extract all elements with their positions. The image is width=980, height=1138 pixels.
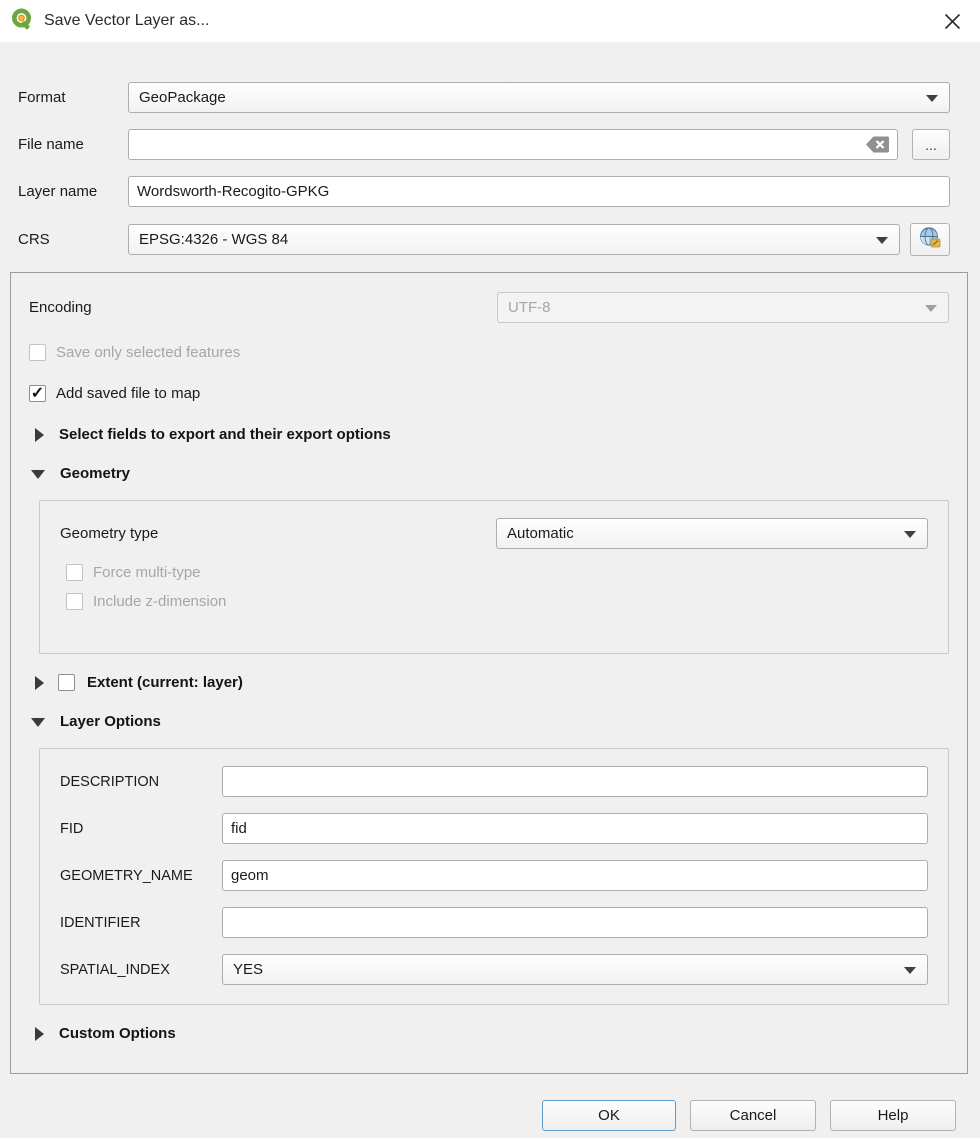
select-crs-button[interactable] (910, 223, 950, 256)
chevron-down-icon (31, 718, 45, 727)
chevron-down-icon (904, 531, 916, 538)
crs-select[interactable] (128, 224, 900, 255)
save-only-selected-row (29, 344, 949, 361)
clear-text-icon[interactable] (865, 135, 890, 158)
geometry-type-row (60, 518, 928, 549)
save-only-selected-label: Save only selected features (56, 344, 241, 361)
spatial-index-row (60, 954, 928, 985)
format-select[interactable] (128, 82, 950, 113)
format-label: Format (18, 89, 66, 106)
chevron-right-icon (35, 1027, 44, 1041)
format-row (18, 82, 950, 113)
fid-label: FID (60, 820, 84, 837)
layer-options-groupbox (39, 748, 949, 1005)
chevron-right-icon (35, 428, 44, 442)
globe-icon (918, 226, 942, 254)
add-saved-file-checkbox[interactable]: ✓ (30, 384, 45, 402)
options-panel (10, 272, 968, 1074)
chevron-down-icon (925, 305, 937, 312)
identifier-label: IDENTIFIER (60, 914, 141, 931)
encoding-value: UTF-8 (508, 299, 551, 316)
fid-input[interactable] (222, 813, 928, 844)
save-only-selected-checkbox (29, 344, 46, 361)
file-name-label: File name (18, 136, 84, 153)
browse-button[interactable]: ... (912, 129, 950, 160)
top-form (0, 42, 980, 256)
window-title: Save Vector Layer as... (44, 12, 210, 29)
include-z-checkbox (66, 593, 83, 610)
spatial-index-label: SPATIAL_INDEX (60, 961, 170, 978)
chevron-right-icon (35, 676, 44, 690)
titlebar (0, 0, 980, 42)
encoding-row (29, 292, 949, 323)
geometry-name-row (60, 860, 928, 891)
identifier-input[interactable] (222, 907, 928, 938)
geometry-name-input[interactable] (222, 860, 928, 891)
help-button[interactable]: Help (830, 1100, 956, 1131)
chevron-down-icon (31, 470, 45, 479)
crs-label: CRS (18, 231, 50, 248)
description-label: DESCRIPTION (60, 773, 160, 790)
add-saved-file-row (29, 385, 949, 402)
geometry-name-label: GEOMETRY_NAME (60, 867, 193, 884)
extent-section-label: Extent (current: layer) (87, 674, 243, 691)
spatial-index-value: YES (233, 961, 264, 978)
geometry-type-select[interactable] (496, 518, 928, 549)
format-value: GeoPackage (139, 89, 226, 106)
description-row (60, 766, 928, 797)
chevron-down-icon (904, 967, 916, 974)
geometry-type-value: Automatic (507, 525, 574, 542)
geometry-type-label: Geometry type (60, 525, 159, 542)
add-saved-file-label: Add saved file to map (56, 385, 201, 402)
chevron-down-icon (926, 95, 938, 102)
include-z-row (66, 593, 928, 610)
layer-name-input[interactable] (128, 176, 950, 207)
dialog-footer (528, 1100, 956, 1131)
select-fields-section-label: Select fields to export and their export options (59, 426, 391, 443)
description-input[interactable] (222, 766, 928, 797)
file-name-input[interactable] (128, 129, 898, 160)
custom-options-section-label: Custom Options (59, 1025, 176, 1042)
extent-checkbox[interactable] (58, 674, 75, 691)
layer-options-section-label: Layer Options (60, 713, 161, 730)
layer-name-row (18, 176, 950, 207)
force-multi-row (66, 564, 928, 581)
layer-options-section-header[interactable] (31, 713, 949, 730)
force-multi-label: Force multi-type (93, 564, 201, 581)
fid-row (60, 813, 928, 844)
file-name-row (18, 129, 950, 160)
close-icon[interactable] (938, 7, 966, 35)
include-z-label: Include z-dimension (93, 593, 227, 610)
geometry-section-header[interactable] (31, 465, 949, 482)
qgis-logo-icon (10, 7, 35, 35)
geometry-groupbox (39, 500, 949, 654)
geometry-section-label: Geometry (60, 465, 131, 482)
select-fields-section-header[interactable] (35, 426, 949, 443)
cancel-button[interactable]: Cancel (690, 1100, 816, 1131)
force-multi-checkbox (66, 564, 83, 581)
crs-value: EPSG:4326 - WGS 84 (139, 231, 289, 248)
chevron-down-icon (876, 237, 888, 244)
spatial-index-select[interactable] (222, 954, 928, 985)
encoding-label: Encoding (29, 299, 92, 316)
encoding-select (497, 292, 949, 323)
extent-section-header[interactable] (35, 674, 949, 691)
custom-options-section-header[interactable] (35, 1025, 949, 1042)
crs-row (18, 223, 950, 256)
layer-name-label: Layer name (18, 183, 98, 200)
ok-button[interactable]: OK (542, 1100, 676, 1131)
identifier-row (60, 907, 928, 938)
